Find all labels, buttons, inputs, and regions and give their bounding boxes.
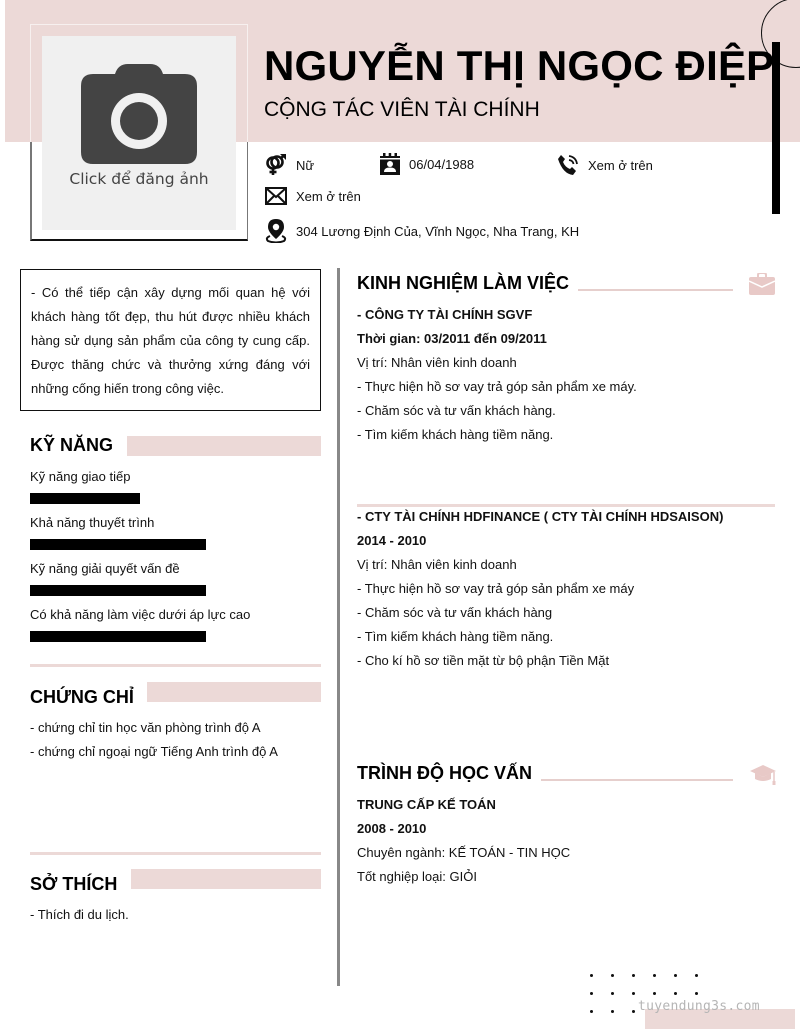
address-info (265, 219, 579, 243)
graduation-cap-icon (750, 765, 776, 785)
job-task: - Thực hiện hồ sơ vay trả góp sản phẩm xe máy. (357, 379, 637, 394)
photo-upload-area[interactable] (42, 36, 236, 230)
job-title: CỘNG TÁC VIÊN TÀI CHÍNH (264, 98, 540, 121)
job-task: - Tìm kiếm khách hàng tiềm năng. (357, 427, 554, 442)
birthday-info (380, 153, 474, 175)
email-info (265, 187, 361, 205)
section-divider (30, 664, 321, 667)
phone-value: Xem ở trên (588, 157, 653, 173)
envelope-icon (265, 187, 287, 205)
photo-upload-label: Click để đăng ảnh (69, 170, 209, 188)
skill-label: Kỹ năng giao tiếp (30, 469, 131, 484)
job-period: 2014 - 2010 (357, 533, 427, 548)
experience-title-line (578, 289, 733, 291)
hobby-item: - Thích đi du lịch. (30, 907, 129, 922)
job-position: Vị trí: Nhân viên kinh doanh (357, 355, 517, 370)
map-pin-icon (265, 219, 287, 243)
job-position: Vị trí: Nhân viên kinh doanh (357, 557, 517, 572)
phone-icon (557, 154, 579, 176)
gender-icon (265, 154, 287, 176)
address-value: 304 Lương Định Của, Vĩnh Ngọc, Nha Trang, KH (296, 223, 580, 239)
skill-label: Khả năng thuyết trình (30, 515, 155, 530)
certificate-item: - chứng chỉ ngoại ngữ Tiếng Anh trình độ A (30, 744, 278, 759)
skills-title: KỸ NĂNG (30, 435, 114, 455)
job-company: - CTY TÀI CHÍNH HDFINANCE ( CTY TÀI CHÍNH HDSAISON) (357, 509, 724, 524)
certificates-title-accent (147, 682, 321, 702)
phone-info (557, 154, 653, 176)
gender-value: Nữ (296, 157, 315, 173)
birthday-value: 06/04/1988 (409, 156, 475, 172)
education-major: Chuyên ngành: KẾ TOÁN - TIN HỌC (357, 845, 571, 860)
experience-title: KINH NGHIỆM LÀM VIỆC (357, 273, 570, 293)
column-divider (337, 268, 340, 986)
education-entry (357, 793, 570, 889)
education-grade: Tốt nghiệp loại: GIỎI (357, 869, 477, 884)
skills-title-accent (127, 436, 321, 456)
email-value: Xem ở trên (296, 188, 361, 204)
certificate-item: - chứng chỉ tin học văn phòng trình độ A (30, 720, 261, 735)
certificates-title: CHỨNG CHỈ (30, 687, 134, 707)
education-title: TRÌNH ĐỘ HỌC VẤN (357, 763, 532, 783)
job-task: - Cho kí hồ sơ tiền mặt từ bộ phận Tiền Mặt (357, 653, 610, 668)
hobbies-title: SỞ THÍCH (30, 874, 118, 894)
job-entry (357, 303, 637, 447)
job-task: - Tìm kiếm khách hàng tiềm năng. (357, 629, 554, 644)
career-objective: - Có thể tiếp cận xây dựng mối quan hệ với khách hàng tốt đẹp, thu hút được nhiều khách hàng sử dụng sản phẩm của công ty cung cấp. Được thăng chức và thưởng xứng đáng với những cống hiến trong công việc. (20, 269, 321, 411)
skill-label: Kỹ năng giải quyết vấn đề (30, 561, 180, 576)
job-company: - CÔNG TY TÀI CHÍNH SGVF (357, 307, 533, 322)
candidate-name: NGUYỄN THỊ NGỌC ĐIỆP (264, 42, 775, 89)
education-period: 2008 - 2010 (357, 821, 427, 836)
skill-label: Có khả năng làm việc dưới áp lực cao (30, 607, 251, 622)
job-entry (357, 505, 723, 673)
section-divider (30, 852, 321, 855)
skill-bar (30, 539, 206, 550)
skill-bar (30, 631, 206, 642)
skill-bar (30, 585, 206, 596)
skill-bar (30, 493, 140, 504)
job-task: - Chăm sóc và tư vấn khách hàng. (357, 403, 556, 418)
job-task: - Thực hiện hồ sơ vay trả góp sản phẩm xe máy (357, 581, 635, 596)
school-name: TRUNG CẤP KẾ TOÁN (357, 797, 496, 812)
watermark: tuyendung3s.com (638, 999, 760, 1014)
hobbies-title-accent (131, 869, 321, 889)
job-task: - Chăm sóc và tư vấn khách hàng (357, 605, 553, 620)
gender-info (265, 154, 314, 176)
education-title-line (541, 779, 733, 781)
camera-icon (81, 64, 197, 164)
briefcase-icon (749, 273, 775, 295)
job-period: Thời gian: 03/2011 đến 09/2011 (357, 331, 547, 346)
calendar-icon (380, 153, 400, 175)
